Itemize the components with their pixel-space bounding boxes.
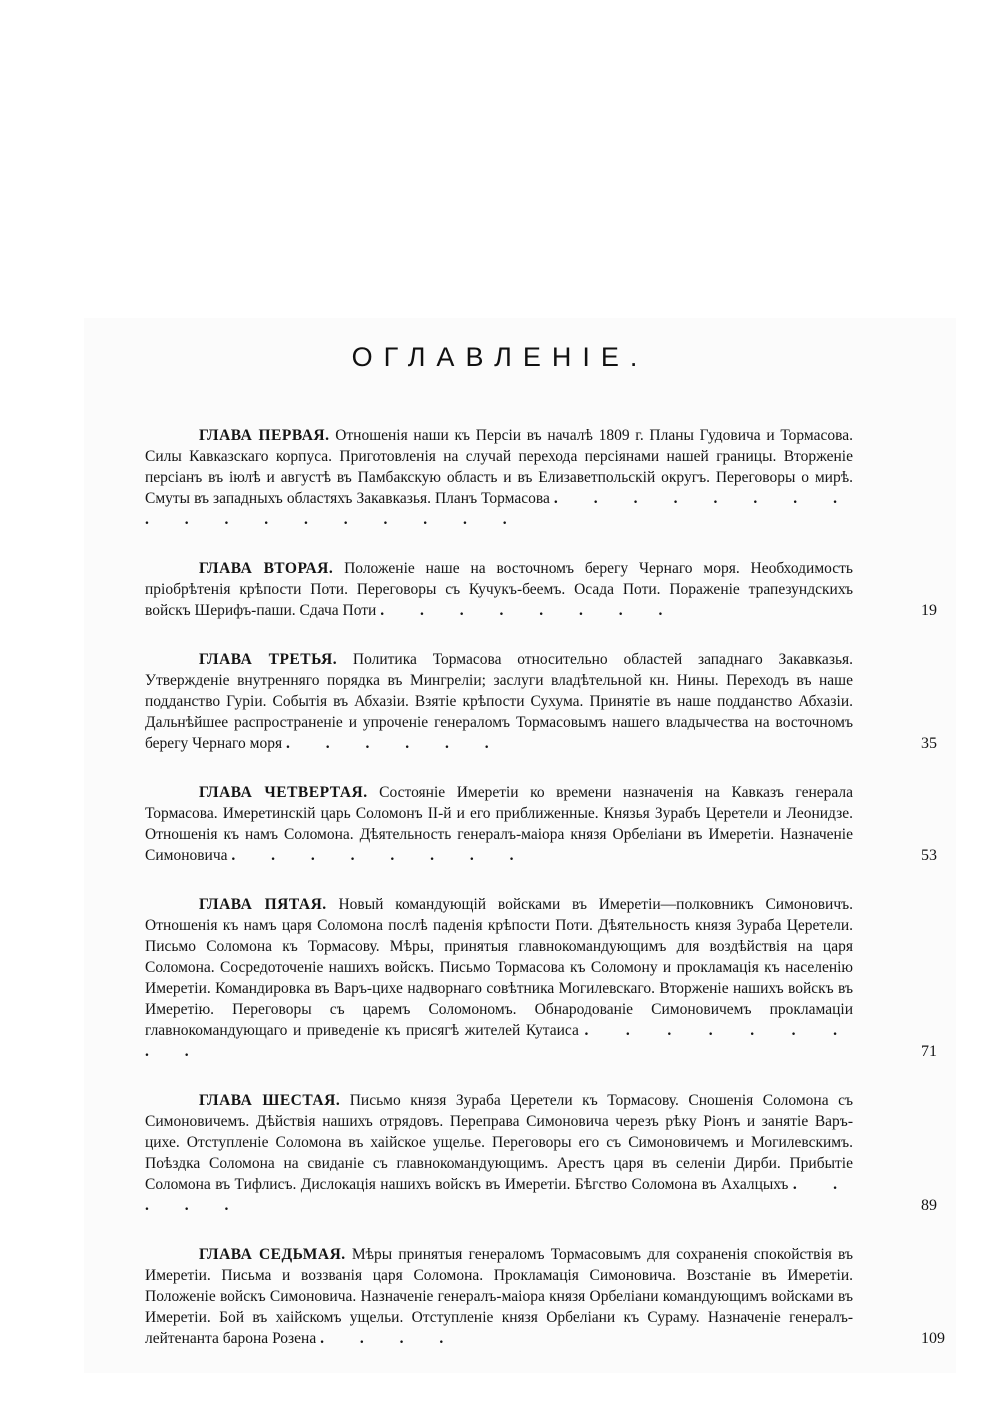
chapter-summary: Мѣры принятыя генераломъ Тормасовымъ для сохраненія спокойствія въ Имеретіи. Письма и воззванія царя Соломона. Прокламація Симоновича. Возстаніе въ Имеретіи. Положеніе войскъ Симоновича. Назначеніе генералъ-маіора князя Орбеліани командующимъ войсками въ Имеретіи. Бой въ хаійскомъ ущельи. Отступленіе князя Орбеліани къ Сураму. Назначеніе генералъ-лейтенанта барона Розена [145, 1246, 853, 1347]
toc-entry-4 [145, 782, 937, 866]
dot-leader: . . . . . . . . [380, 602, 679, 619]
chapter-heading: ГЛАВА ПЕРВАЯ. [199, 427, 330, 444]
page-title: ОГЛАВЛЕНІЕ. [351, 342, 649, 372]
toc-entry-5 [145, 894, 937, 1062]
chapter-heading: ГЛАВА ВТОРАЯ. [199, 560, 334, 577]
chapter-heading: ГЛАВА СЕДЬМАЯ. [199, 1246, 346, 1263]
dot-leader: . . . . . . . . [231, 847, 530, 864]
toc-entry-2 [145, 558, 937, 621]
chapter-summary: Политика Тормасова относительно областей западнаго Закавказья. Утвержденіе внутренняго порядка въ Мингреліи; заслуги владѣтельной кн. Нины. Переходъ въ наше подданство Гуріи. Событія въ Абхазіи. Взятіе крѣпости Сухума. Принятіе въ наше подданство Абхазіи. Дальнѣйшее распространеніе и упроченіе генераломъ Тормасовымъ нашего владычества на восточномъ берегу Чернаго моря [145, 651, 854, 752]
chapter-heading: ГЛАВА ЧЕТВЕРТАЯ. [199, 784, 368, 801]
chapter-heading: ГЛАВА ПЯТАЯ. [199, 896, 327, 913]
dot-leader: . . . . [320, 1330, 460, 1347]
page-number: 53 [921, 847, 937, 864]
table-of-contents [145, 425, 945, 1377]
page-number: 71 [921, 1043, 937, 1060]
chapter-heading: ГЛАВА ШЕСТАЯ. [199, 1092, 341, 1109]
dot-leader: . . . . . . [285, 735, 505, 752]
page-number: 35 [921, 735, 937, 752]
chapter-summary: Новый командующій войсками въ Имеретіи—полковникъ Симоновичъ. Отношенія къ намъ царя Соломона послѣ паденія крѣпости Поти. Дѣятельность князя Зураба Церетели. Письмо Соломона къ Тормасову. Мѣры, принятыя главнокомандующимъ для воздѣйствія на царя Соломона. Сосредоточеніе нашихъ войскъ. Письмо Тормасова къ Соломону и прокламація къ населенію Имеретіи. Командировка въ Варъ-цихе надворнаго совѣтника Могилевскаго. Вторженіе нашихъ войскъ въ Имеретію. Переговоры съ царемъ Соломономъ. Обнародованіе Симоновичемъ прокламаціи главнокомандующаго и приведеніе къ присягѣ жителей Кутаиса [145, 896, 854, 1039]
chapter-summary: Отношенія наши къ Персіи въ началѣ 1809 г. Планы Гудовича и Тормасова. Силы Кавказскаго корпуса. Приготовленія на случай перехода персіянами нашей границы. Вторженіе персіанъ въ іюлѣ и августѣ въ Памбакскую область и въ Елизаветпольскій округъ. Переговоры о мирѣ. Смуты въ западныхъ областяхъ Закавказья. Планъ Тормасова [145, 427, 854, 507]
page-number: 109 [921, 1330, 945, 1347]
chapter-summary: Состояніе Имеретіи ко времени назначенія на Кавказъ генерала Тормасова. Имеретинскій царь Соломонъ II-й и его приближенные. Князья Зурабъ Церетели и Леонидзе. Отношенія къ намъ Соломона. Дѣятельность генералъ-маіора князя Орбеліани въ Имеретіи. Назначеніе Симоновича [145, 784, 854, 864]
chapter-summary: Письмо князя Зураба Церетели къ Тормасову. Сношенія Соломона съ Симоновичемъ. Дѣйствія нашихъ отрядовъ. Переправа Симоновича черезъ рѣку Ріонъ и занятіе Варъ-цихе. Отступленіе Соломона въ хаійское ущелье. Переговоры его съ Симоновичемъ и Могилевскимъ. Поѣздка Соломона на свиданіе съ главнокомандующимъ. Арестъ царя въ селеніи Дирби. Прибытіе Соломона въ Тифлисъ. Дислокація нашихъ войскъ въ Имеретіи. Бѣгство Соломона въ Ахалцыхъ [145, 1092, 853, 1193]
page-number: 19 [921, 602, 937, 619]
dot-leader: . . . . . . . . . . . . . . . . . . [145, 490, 854, 528]
toc-entry-3 [145, 649, 937, 754]
toc-entry-6 [145, 1090, 937, 1216]
dot-leader: . . . . . [145, 1176, 854, 1214]
chapter-summary: Положеніе наше на восточномъ берегу Чернаго моря. Необходимость пріобрѣтенія крѣпости Поти. Переговоры съ Кучукъ-беемъ. Осада Поти. Пораженіе трапезундскихъ войскъ Шерифъ-паши. Сдача Поти [145, 560, 853, 619]
toc-entry-7 [145, 1244, 945, 1349]
dot-leader: . . . . . . . . . [145, 1022, 854, 1060]
page-number: 89 [921, 1197, 937, 1214]
chapter-heading: ГЛАВА ТРЕТЬЯ. [199, 651, 338, 668]
toc-entry-1 [145, 425, 853, 530]
